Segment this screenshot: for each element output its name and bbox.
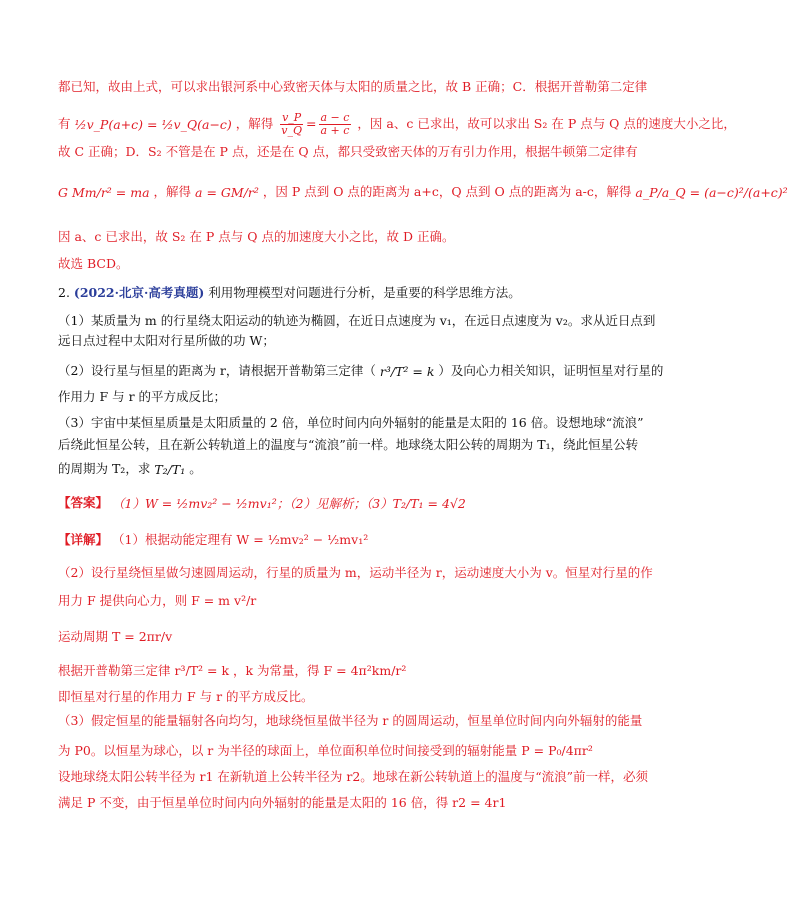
text-line: （2）设行星绕恒星做匀速圆周运动，行星的质量为 m，运动半径为 r，运动速度大小为 v。恒星对行星的作 <box>58 565 653 580</box>
text: ，因 P 点到 O 点的距离为 a+c，Q 点到 O 点的距离为 a-c，解得 <box>262 184 632 199</box>
formula: G Mm/r² = ma <box>58 184 150 200</box>
text-line: （1）某质量为 m 的行星绕太阳运动的轨迹为椭圆，在近日点速度为 v₁，在远日点速度为 v₂。求从近日点到 <box>58 313 656 328</box>
formula-fraction: $\frac{a - c}{a + c}$ <box>320 111 350 137</box>
text-line: （3）假定恒星的能量辐射各向均匀，地球绕恒星做半径为 r 的圆周运动，恒星单位时间内向外辐射的能量 <box>58 713 643 728</box>
question-text: 利用物理模型对问题进行分析，是重要的科学思维方法。 <box>208 285 521 300</box>
text-line: （3）宇宙中某恒星质量是太阳质量的 2 倍，单位时间内向外辐射的能量是太阳的 16 倍。设想地球“流浪” <box>58 415 644 430</box>
text-line: 为 P0。以恒星为球心，以 r 为半径的球面上，单位面积单位时间接受到的辐射能量 P = P₀/4πr² <box>58 743 593 758</box>
text-line: 后绕此恒星公转，且在新公转轨道上的温度与“流浪”前一样。地球绕太阳公转的周期为 T₁，绕此恒星公转 <box>58 437 639 452</box>
answer-tag: 【答案】 <box>58 495 109 510</box>
text-line-with-formula <box>58 183 788 202</box>
text-line: 故选 BCD。 <box>58 256 129 271</box>
text-line: 运动周期 T = 2πr/v <box>58 629 173 644</box>
text-line-with-formula <box>58 362 664 381</box>
formula-fraction: $\frac{v\_P}{v\_Q}$ <box>281 111 303 137</box>
text-line: 设地球绕太阳公转半径为 r1 在新轨道上公转半径为 r2。地球在新公转轨道上的温度与“流浪”前一样，必须 <box>58 769 649 784</box>
text-line: 都已知，故由上式，可以求出银河系中心致密天体与太阳的质量之比，故 B 正确；C．根据开普勒第二定律 <box>58 79 648 94</box>
text-line-with-formula: 有 ½v_P(a+c) = ½v_Q(a−c) ，解得 $\frac{v\_P}{v\_Q}$ = $\frac{a - c}{a + c}$ ，因 a、c 已求出，故可以求出 S₂ 在 P 点与 Q 点的速度大小之比， <box>58 111 736 137</box>
text-line-with-formula <box>58 460 600 479</box>
formula: T₂/T₁ <box>154 461 186 477</box>
text-line: 故 C 正确；D．S₂ 不管是在 P 点，还是在 Q 点，都只受致密天体的万有引力作用，根据牛顿第二定律有 <box>58 144 638 159</box>
text: 。 <box>189 461 202 476</box>
formula: r³/T² = k <box>379 363 435 379</box>
text: 的周期为 T₂，求 <box>58 461 151 476</box>
text-line: 满足 P 不变，由于恒星单位时间内向外辐射的能量是太阳的 16 倍，得 r2 = 4r1 <box>58 795 507 810</box>
question-header <box>58 284 600 302</box>
formula: ½v_P(a+c) = ½v_Q(a−c) <box>74 116 232 132</box>
text: ，解得 <box>153 184 192 199</box>
text: ，解得 <box>235 116 274 131</box>
text-line: 根据开普勒第三定律 r³/T² = k ，k 为常量，得 F = 4π²km/r² <box>58 663 407 678</box>
formula: a_P/a_Q = (a−c)²/(a+c)² <box>635 184 788 200</box>
text-line: 用力 F 提供向心力，则 F = m v²/r <box>58 593 257 608</box>
detail-tag: 【详解】 <box>58 532 109 547</box>
detail-text: （1）根据动能定理有 W = ½mv₂² − ½mv₁² <box>112 532 369 547</box>
text-line: 远日点过程中太阳对行星所做的功 W； <box>58 333 275 348</box>
text: （2）设行星与恒星的距离为 r，请根据开普勒第三定律（ <box>58 363 376 378</box>
answer-line <box>58 494 600 513</box>
formula: a = GM/r² <box>195 184 259 200</box>
text: ）及向心力相关知识，证明恒星对行星的 <box>438 363 664 378</box>
question-source: (2022·北京·高考真题) <box>73 285 205 300</box>
text: 有 <box>58 116 71 131</box>
text-line: 因 a、c 已求出，故 S₂ 在 P 点与 Q 点的加速度大小之比，故 D 正确。 <box>58 229 455 244</box>
text: ，因 a、c 已求出，故可以求出 S₂ 在 P 点与 Q 点的速度大小之比， <box>357 116 736 131</box>
detail-line <box>58 531 600 549</box>
question-number: 2. <box>58 285 70 300</box>
answer-text: （1）W = ½mv₂² − ½mv₁²；（2）见解析；（3）T₂/T₁ = 4√2 <box>112 495 466 511</box>
text-line: 即恒星对行星的作用力 F 与 r 的平方成反比。 <box>58 689 314 704</box>
text-line: 作用力 F 与 r 的平方成反比； <box>58 389 227 404</box>
